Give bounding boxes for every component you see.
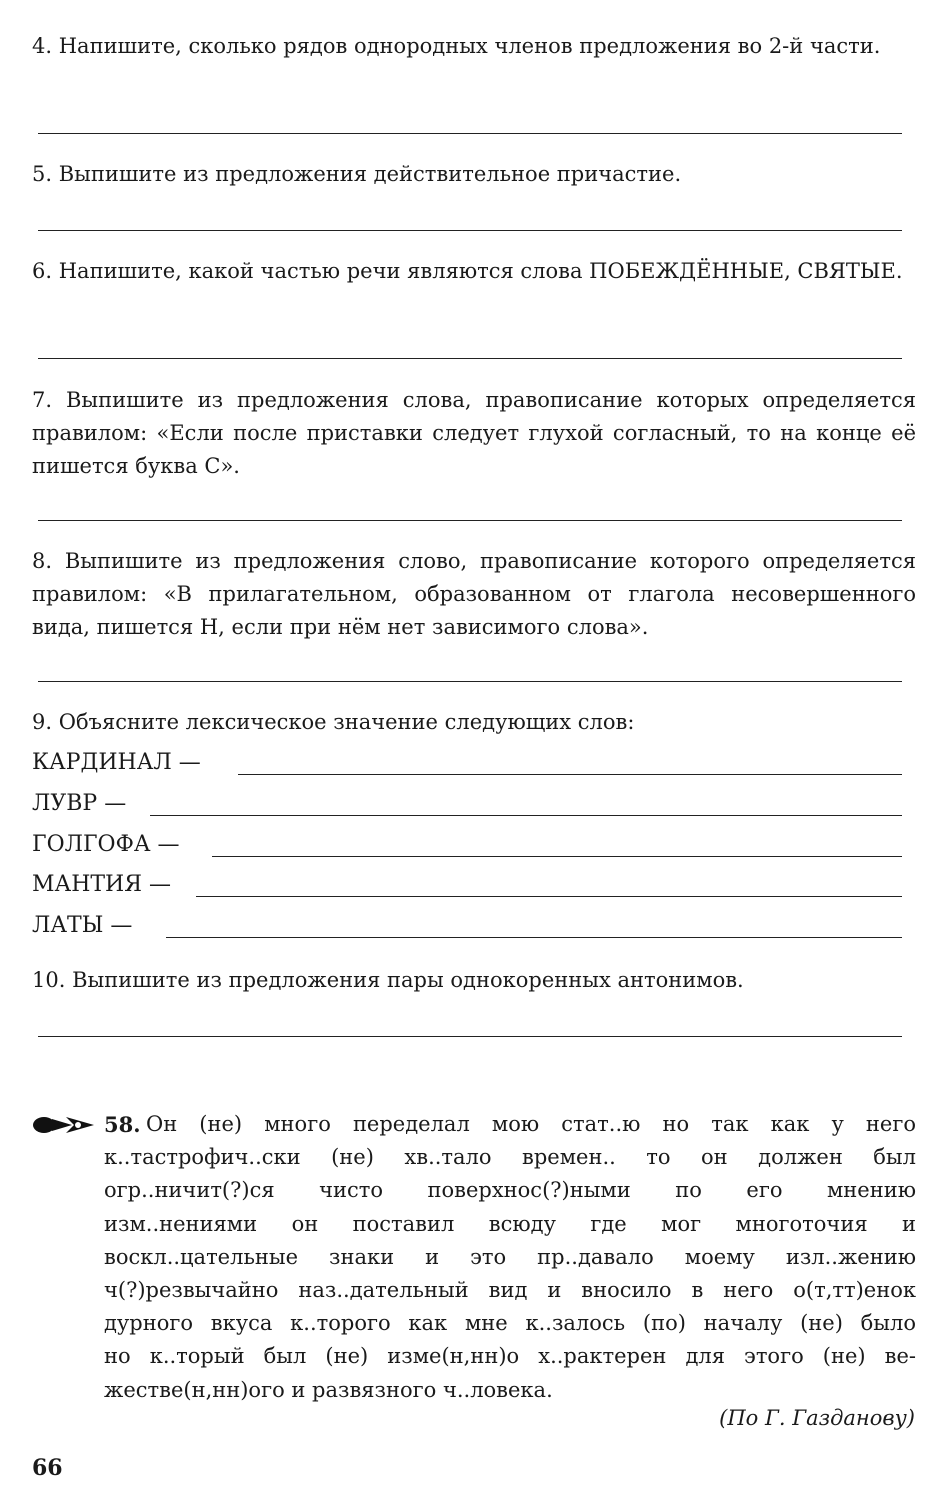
task-number: 7. xyxy=(32,388,53,412)
exercise-line: дурного вкуса к..торого как мне к..залось (по) началу (не) было xyxy=(104,1311,916,1336)
task-number: 6. xyxy=(32,259,53,283)
task-text: Напишите, сколько рядов однородных членов предложения во 2-й части. xyxy=(58,34,881,58)
answer-line[interactable] xyxy=(38,358,902,359)
source-attribution: (По Г. Газданову) xyxy=(719,1406,915,1430)
task-text: Выпишите из предложения действительное причастие. xyxy=(58,162,682,186)
task-number: 10. xyxy=(32,968,66,992)
task-text: Выпишите из предложения пары однокоренных антонимов. xyxy=(72,968,744,992)
word-label-luvr: ЛУВР — xyxy=(32,791,127,816)
task-10 xyxy=(32,964,916,997)
answer-line-golgofa[interactable] xyxy=(212,856,902,857)
task-4 xyxy=(32,30,916,63)
exercise-line: жестве(н,нн)ого и развязного ч..ловека. xyxy=(104,1377,553,1402)
word-label-kardinal: КАРДИНАЛ — xyxy=(32,750,201,775)
exercise-number: 58. xyxy=(104,1112,141,1137)
word-label-mantiya: МАНТИЯ — xyxy=(32,872,171,897)
exercise-line: но к..торый был (не) изме(н,нн)о х..рактерен для этого (не) ве- xyxy=(104,1344,916,1369)
task-text: Напишите, какой частью речи являются слова ПОБЕЖДЁННЫЕ, СВЯТЫЕ. xyxy=(58,259,903,283)
exercise-line: ч(?)резвычайно наз..дательный вид и вносило в него о(т,тт)енок xyxy=(104,1278,916,1303)
task-number: 9. xyxy=(32,710,53,734)
answer-line-laty[interactable] xyxy=(166,937,902,938)
exercise-text xyxy=(104,1108,916,1407)
task-text: Выпишите из предложения слово, правописание которого определяется правилом: «В прилагательном, образованном от глагола несовершенного вида, пишется Н, если при нём нет зависимого слова». xyxy=(32,549,916,639)
exercise-line: Он (не) много переделал мою стат..ю но так как у него xyxy=(146,1112,916,1136)
task-7 xyxy=(32,384,916,483)
answer-line[interactable] xyxy=(38,1036,902,1037)
page-number: 66 xyxy=(32,1455,63,1481)
answer-line[interactable] xyxy=(38,681,902,682)
answer-line-luvr[interactable] xyxy=(150,815,902,816)
answer-line[interactable] xyxy=(38,230,902,231)
answer-line-mantiya[interactable] xyxy=(196,896,902,897)
task-number: 8. xyxy=(32,549,53,573)
pen-icon xyxy=(32,1111,96,1139)
task-number: 4. xyxy=(32,34,53,58)
task-text: Выпишите из предложения слова, правописание которых определяется правилом: «Если после приставки следует глухой согласный, то на конце её пишется буква С». xyxy=(32,388,916,478)
task-8 xyxy=(32,545,916,644)
exercise-line: огр..ничит(?)ся чисто поверхнос(?)ными по его мнению xyxy=(104,1178,916,1203)
answer-line-kardinal[interactable] xyxy=(238,774,902,775)
task-5 xyxy=(32,158,916,191)
word-label-golgofa: ГОЛГОФА — xyxy=(32,832,180,857)
task-6 xyxy=(32,255,916,288)
task-number: 5. xyxy=(32,162,53,186)
exercise-line: изм..нениями он поставил всюду где мог многоточия и xyxy=(104,1211,916,1236)
word-label-laty: ЛАТЫ — xyxy=(32,913,133,938)
answer-line[interactable] xyxy=(38,133,902,134)
answer-line[interactable] xyxy=(38,520,902,521)
exercise-line: воскл..цательные знаки и это пр..давало моему изл..жению xyxy=(104,1244,916,1269)
task-9 xyxy=(32,706,916,739)
task-text: Объясните лексическое значение следующих слов: xyxy=(58,710,635,734)
exercise-line: к..тастрофич..ски (не) хв..тало времен.. то он должен был xyxy=(104,1145,916,1170)
